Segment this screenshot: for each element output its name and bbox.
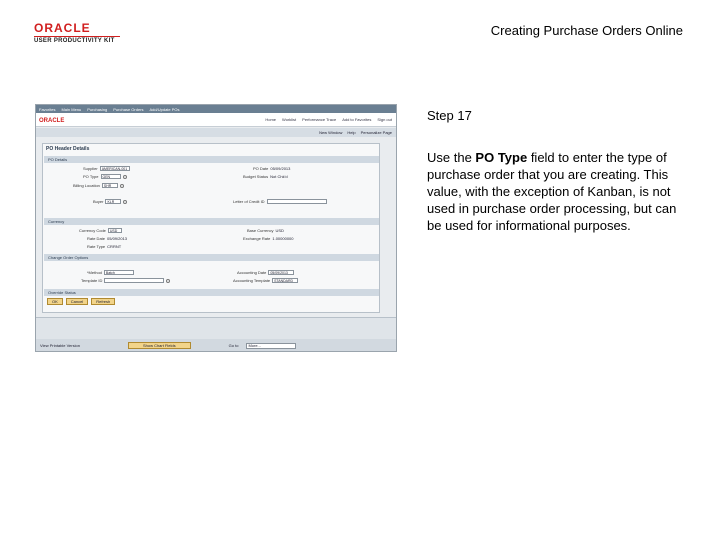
step-instructions — [427, 149, 682, 234]
base-currency-field — [247, 228, 284, 233]
accounting-template-label: Accounting Template — [233, 278, 271, 283]
menu-item-purchase-orders[interactable]: Purchase Orders — [113, 106, 144, 112]
exchange-rate-value: 1.00000000 — [272, 236, 294, 241]
nav-link-sign-out[interactable]: Sign out — [377, 117, 392, 122]
base-currency-value: USD — [275, 228, 284, 233]
template-id-lookup-icon[interactable] — [166, 279, 170, 283]
nav-link-home[interactable]: Home — [265, 117, 277, 122]
supplier-field — [83, 166, 130, 171]
section-override-status[interactable]: Override Status — [44, 289, 379, 296]
step-text-before: Use the — [427, 150, 476, 165]
refresh-button[interactable]: Refresh — [91, 298, 115, 305]
supplier-label: Supplier — [83, 166, 98, 171]
rate-date-value: 05/09/2013 — [107, 236, 128, 241]
rate-type-label: Rate Type — [87, 244, 106, 249]
rate-date-field — [87, 236, 127, 241]
po-type-input[interactable]: GEN — [101, 174, 121, 179]
accounting-date-label: Accounting Date — [237, 270, 267, 275]
cancel-button[interactable]: Cancel — [66, 298, 88, 305]
logo-subtitle: USER PRODUCTIVITY KIT — [34, 38, 115, 44]
screenshot-bottom-bar — [36, 339, 396, 352]
exchange-rate-field — [243, 236, 294, 241]
toolbar-help[interactable]: Help — [347, 130, 356, 135]
goto-select[interactable]: More... — [246, 343, 296, 349]
billing-location-input[interactable]: SHR — [102, 183, 118, 188]
base-currency-label: Base Currency — [247, 228, 274, 233]
menu-item-purchasing[interactable]: Purchasing — [87, 106, 108, 112]
rate-type-field — [87, 244, 121, 249]
menu-item-add-update-pos[interactable]: Add/Update POs — [149, 106, 180, 112]
po-type-field — [83, 174, 127, 179]
buyer-field — [93, 199, 127, 204]
budget-status-label: Budget Status — [243, 174, 269, 179]
accounting-date-input[interactable]: 05/09/2013 — [268, 270, 294, 275]
step-title: Step 17 — [427, 108, 472, 123]
budget-status-field — [243, 174, 288, 179]
po-type-label: PO Type — [83, 174, 99, 179]
method-label: *Method — [87, 270, 102, 275]
po-type-lookup-icon[interactable] — [123, 175, 127, 179]
method-select[interactable]: Batch — [104, 270, 134, 275]
exchange-rate-label: Exchange Rate — [243, 236, 271, 241]
buyer-label: Buyer — [93, 199, 104, 204]
template-id-input[interactable] — [104, 278, 164, 283]
section-change-order-options[interactable]: Change Order Options — [44, 254, 379, 261]
menu-item-main-menu[interactable]: Main Menu — [61, 106, 82, 112]
billing-location-field — [73, 183, 124, 188]
rate-date-label: Rate Date — [87, 236, 106, 241]
letter-of-credit-input[interactable] — [267, 199, 327, 204]
supplier-input[interactable]: AMERICAN-001 — [100, 166, 130, 171]
letter-of-credit-field — [233, 199, 327, 204]
billing-location-lookup-icon[interactable] — [120, 184, 124, 188]
currency-code-label: Currency Code — [79, 228, 106, 233]
toolbar-new-window[interactable]: New Window — [319, 130, 343, 135]
logo-word: ORACLE — [34, 21, 91, 35]
method-field — [87, 270, 134, 275]
screenshot-lower-grid — [36, 317, 396, 339]
buyer-lookup-icon[interactable] — [123, 200, 127, 204]
accounting-date-field — [237, 270, 294, 275]
po-date-value: 05/09/2013 — [270, 166, 291, 171]
accounting-template-input[interactable]: STANDARD — [272, 278, 298, 283]
step-text-field-name: PO Type — [475, 150, 528, 165]
goto-label: Go to — [228, 343, 239, 348]
letter-of-credit-label: Letter of Credit ID — [233, 199, 265, 204]
accounting-template-field — [233, 278, 298, 283]
section-currency[interactable]: Currency — [44, 218, 379, 225]
template-id-label: Template ID — [81, 278, 103, 283]
document-title: Creating Purchase Orders Online — [490, 23, 683, 38]
template-id-field — [81, 278, 170, 283]
budget-status-value: Not Chk'd — [270, 174, 288, 179]
screenshot-brand: ORACLE — [39, 118, 65, 124]
nav-link-worklist[interactable]: Worklist — [282, 117, 297, 122]
po-header-details-page — [42, 143, 380, 313]
po-date-field — [253, 166, 290, 171]
currency-code-input[interactable]: USD — [108, 228, 122, 233]
menu-item-favorites[interactable]: Favorites — [39, 106, 56, 112]
screenshot-toolbar — [36, 128, 396, 137]
ok-button[interactable]: OK — [47, 298, 63, 305]
show-chart-fields-button[interactable]: Show Chart Fields — [128, 342, 191, 349]
rate-type-value: CRRNT — [107, 244, 122, 249]
page-title: PO Header Details — [46, 146, 90, 152]
screenshot-navlinks — [265, 117, 392, 122]
screenshot-action-buttons — [47, 298, 115, 305]
logo-rule — [34, 36, 120, 37]
application-screenshot — [35, 104, 397, 352]
printable-version-link[interactable]: View Printable Version — [40, 343, 80, 348]
section-po-details[interactable]: PO Details — [44, 156, 379, 163]
nav-link-performance-trace[interactable]: Performance Trace — [302, 117, 337, 122]
screenshot-menubar — [36, 105, 396, 113]
toolbar-personalize-page[interactable]: Personalize Page — [360, 130, 392, 135]
nav-link-add-to-favorites[interactable]: Add to Favorites — [342, 117, 372, 122]
po-date-label: PO Date — [253, 166, 269, 171]
screenshot-brandbar — [36, 113, 396, 127]
step-text-after: field to enter the type of purchase order that you are creating. This value, with the exception of Kanban, is not used in purchase order processing, but can be used for informational purposes. — [427, 150, 677, 233]
billing-location-label: Billing Location — [73, 183, 100, 188]
currency-code-field — [79, 228, 122, 233]
buyer-input[interactable]: KLR — [105, 199, 121, 204]
oracle-upk-logo — [34, 22, 124, 52]
